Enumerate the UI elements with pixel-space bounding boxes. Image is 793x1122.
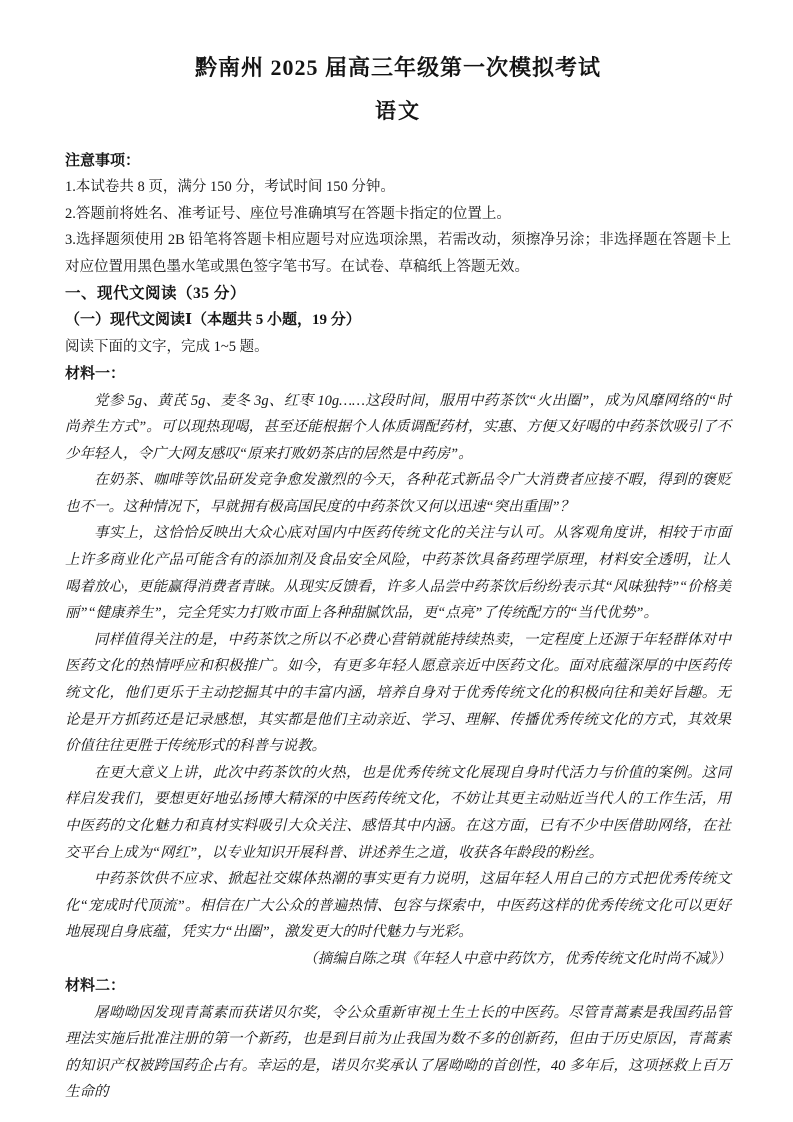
material-one-attribution: （摘编自陈之琪《年轻人中意中药饮方，优秀传统文化时尚不减》） (303, 950, 731, 967)
material-one-paragraph: 党参 5g、黄芪 5g、麦冬 3g、红枣 10g……这段时间，服用中药茶饮“火出圈”，成为风靡网络的“时尚养生方式”。可以现热现喝，甚至还能根据个人体质调配药材，实惠、方便又好喝的中药茶饮吸引了不少年轻人，令广大网友感叹“原来打败奶茶店的居然是中药房”。 (65, 392, 731, 462)
reading-instruction: 阅读下面的文字，完成 1~5 题。 (65, 339, 269, 355)
material-one-paragraph: 中药茶饮供不应求、掀起社交媒体热潮的事实更有力说明，这届年轻人用自己的方式把优秀传统文化“宠成时代顶流”。相信在广大公众的普遍热情、包容与探索中，中医药这样的优秀传统文化可以更好地展现自身底蕴，凭实力“出圈”，激发更大的时代魅力与光彩。 (65, 871, 731, 941)
material-one-paragraph: 在奶茶、咖啡等饮品研发竞争愈发激烈的今天，各种花式新品令广大消费者应接不暇，得到的褒贬也不一。这种情况下，早就拥有极高国民度的中药茶饮又何以迅速“突出重围”？ (65, 472, 731, 515)
section-heading-modern-reading: 一、现代文阅读（35 分） (65, 285, 246, 302)
notice-item-2: 2.答题前将姓名、准考证号、座位号准确填写在答题卡指定的位置上。 (65, 205, 511, 222)
notice-item-1: 1.本试卷共 8 页，满分 150 分，考试时间 150 分钟。 (65, 179, 395, 195)
exam-subject: 语文 (375, 99, 421, 123)
notice-item-3: 3.选择题须使用 2B 铅笔将答题卡相应题号对应选项涂黑，若需改动，须擦净另涂；非选择题在答题卡上对应位置用黑色墨水笔或黑色签字笔书写。在试卷、草稿纸上答题无效。 (65, 232, 731, 275)
subsection-heading-reading-one: （一）现代文阅读Ⅰ（本题共 5 小题，19 分） (65, 312, 361, 328)
notice-heading: 注意事项： (65, 153, 141, 169)
material-one-paragraph: 事实上，这恰恰反映出大众心底对国内中医药传统文化的关注与认可。从客观角度讲，相较于市面上许多商业化产品可能含有的添加剂及食品安全风险，中药茶饮具备药理学原理，材料安全透明，让人喝着放心，更能赢得消费者青睐。从现实反馈看，许多人品尝中药茶饮后纷纷表示其“风味独特”“价格美丽”“健康养生”，完全凭实力打败市面上各种甜腻饮品，更“点亮”了传统配方的“当代优势”。 (65, 525, 731, 622)
material-two-paragraph: 屠呦呦因发现青蒿素而获诺贝尔奖，令公众重新审视土生土长的中医药。尽管青蒿素是我国药品管理法实施后批准注册的第一个新药，也是到目前为止我国为数不多的创新药，但由于历史原因，青蒿素的知识产权被跨国药企占有。幸运的是，诺贝尔奖承认了屠呦呦的首创性，40 多年后，这项拯救上百万生命的 (65, 1004, 731, 1101)
material-one-paragraph: 同样值得关注的是，中药茶饮之所以不必费心营销就能持续热卖，一定程度上还源于年轻群体对中医药文化的热情呼应和积极推广。如今，有更多年轻人愿意亲近中医药文化。面对底蕴深厚的中医药传统文化，他们更乐于主动挖掘其中的丰富内涵，培养自身对于优秀传统文化的积极向往和美好旨趣。无论是开方抓药还是记录感想，其实都是他们主动亲近、学习、理解、传播优秀传统文化的方式，其效果价值往往更胜于传统形式的科普与说教。 (65, 631, 731, 755)
material-one-paragraph: 在更大意义上讲，此次中药茶饮的火热，也是优秀传统文化展现自身时代活力与价值的案例。这同样启发我们，要想更好地弘扬博大精深的中医药传统文化，不妨让其更主动贴近当代人的工作生活，用中医药的文化魅力和真材实料吸引大众关注、感悟其中内涵。在这方面，已有不少中医借助网络，在社交平台上成为“网红”，以专业知识开展科普、讲述养生之道，收获各年龄段的粉丝。 (65, 764, 731, 861)
exam-title: 黔南州 2025 届高三年级第一次模拟考试 (194, 55, 601, 80)
material-one-label: 材料一： (65, 365, 126, 382)
material-two-label: 材料二： (65, 977, 126, 994)
